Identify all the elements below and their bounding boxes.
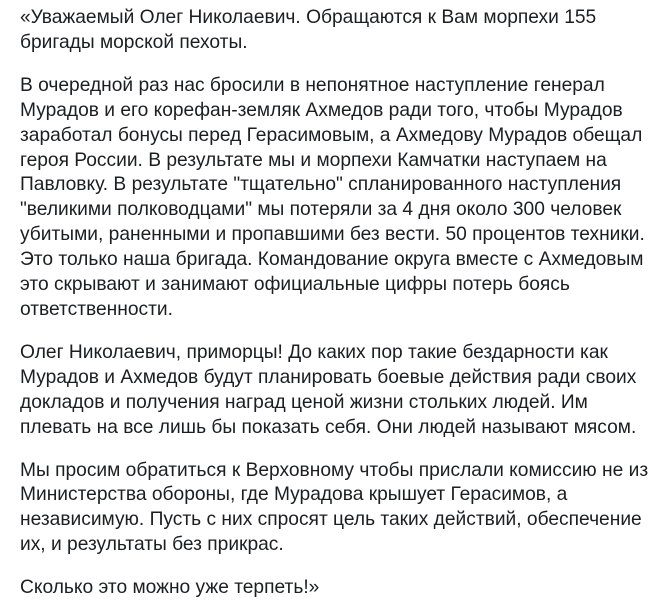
- paragraph-appeal: Олег Николаевич, приморцы! До каких пор такие бездарности как Мурадов и Ахмедов будут планировать боевые действия ради своих докладов и получения наград ценой жизни стольких людей. Им плевать на все лишь бы показать себя. Они людей называют мясом.: [20, 341, 637, 438]
- paragraph-offensive-losses: В очередной раз нас бросили в непонятное наступление генерал Мурадов и его корефан-земляк Ахмедов ради того, чтобы Мурадов заработал бонусы перед Герасимовым, а Ахмедову Мурадов обещал героя России. В результате мы и морпехи Камчатки наступаем на Павловку. В результате "тщательно" спланированного наступления "великими полководцами" мы потеряли за 4 дня около 300 человек убитыми, раненными и пропавшими без вести. 50 процентов техники. Это только наша бригада. Командование округа вместе с Ахмедовым это скрывают и занимают официальные цифры потерь боясь ответственности.: [20, 74, 645, 320]
- paragraph-greeting: «Уважаемый Олег Николаевич. Обращаются к Вам морпехи 155 бригады морской пехоты.: [20, 7, 597, 53]
- paragraph-closing: Сколько это можно уже терпеть!»: [20, 577, 320, 599]
- paragraph-request: Мы просим обратиться к Верховному чтобы прислали комиссию не из Министерства обороны, где Мурадова крышует Герасимов, а независимую. Пусть с них спросят цель таких действий, обеспечение их, и результаты без прикрас.: [20, 459, 649, 556]
